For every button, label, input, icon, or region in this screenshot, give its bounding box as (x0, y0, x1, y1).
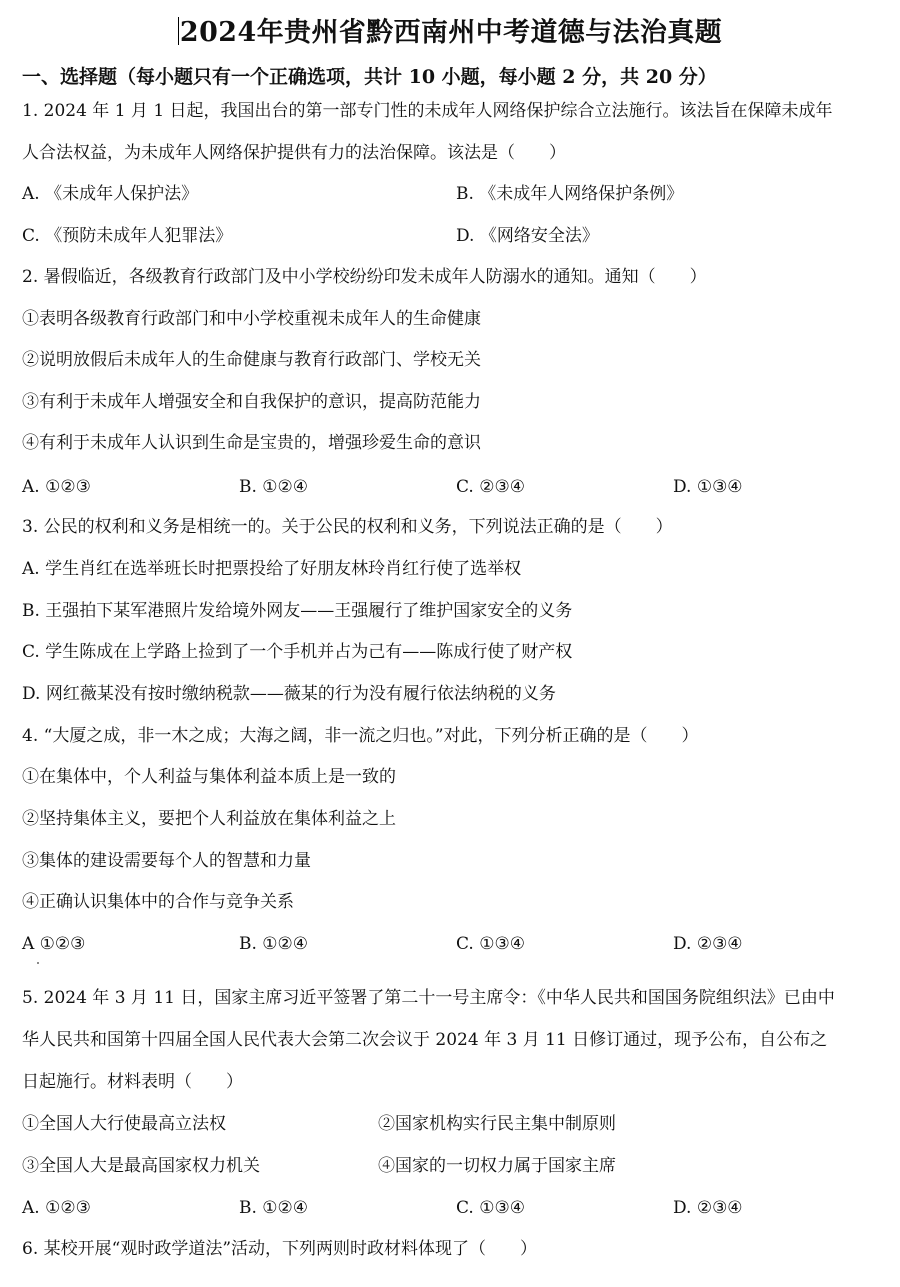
q3-stem: 3. 公民的权利和义务是相统一的。关于公民的权利和义务，下列说法正确的是（ ） (22, 517, 673, 537)
q5-statement-4: ④国家的一切权力属于国家主席 (378, 1156, 616, 1176)
q5-stem-line-1: 5. 2024 年 3 月 11 日，国家主席习近平签署了第二十一号主席令：《中华人民共和国国务院组织法》已由中 (22, 988, 835, 1008)
q2-statement-4: ④有利于未成年人认识到生命是宝贵的，增强珍爱生命的意识 (22, 433, 481, 453)
q4-stem: 4. “大厦之成，非一木之成；大海之阔，非一流之归也。”对此，下列分析正确的是（ ） (22, 726, 699, 746)
q4-option-d: D. ②③④ (673, 934, 743, 954)
q1-option-b: B. 《未成年人网络保护条例》 (456, 184, 684, 204)
q2-option-c: C. ②③④ (456, 477, 525, 497)
q2-statement-2: ②说明放假后未成年人的生命健康与教育行政部门、学校无关 (22, 350, 481, 370)
q4-option-b: B. ①②④ (239, 934, 309, 954)
stray-dot (37, 962, 39, 964)
q2-option-d: D. ①③④ (673, 477, 743, 497)
q4-statement-1: ①在集体中，个人利益与集体利益本质上是一致的 (22, 767, 396, 787)
q1-option-c: C. 《预防未成年人犯罪法》 (22, 226, 233, 246)
q4-statement-4: ④正确认识集体中的合作与竞争关系 (22, 892, 294, 912)
q5-statement-1: ①全国人大行使最高立法权 (22, 1114, 226, 1134)
q2-option-b: B. ①②④ (239, 477, 309, 497)
q2-statement-3: ③有利于未成年人增强安全和自我保护的意识，提高防范能力 (22, 392, 481, 412)
text-cursor (178, 17, 179, 45)
q6-stem: 6. 某校开展“观时政学道法”活动，下列两则时政材料体现了（ ） (22, 1239, 538, 1259)
q4-option-c: C. ①③④ (456, 934, 525, 954)
q3-option-a: A. 学生肖红在选举班长时把票投给了好朋友林玲肖红行使了选举权 (22, 559, 522, 579)
q2-option-a: A. ①②③ (22, 477, 91, 497)
q3-option-b: B. 王强拍下某军港照片发给境外网友——王强履行了维护国家安全的义务 (22, 601, 573, 621)
q4-statement-2: ②坚持集体主义，要把个人利益放在集体利益之上 (22, 809, 396, 829)
q1-option-a: A. 《未成年人保护法》 (22, 184, 199, 204)
q5-statement-2: ②国家机构实行民主集中制原则 (378, 1114, 616, 1134)
q2-statement-1: ①表明各级教育行政部门和中小学校重视未成年人的生命健康 (22, 309, 481, 329)
q5-stem-line-3: 日起施行。材料表明（ ） (22, 1072, 243, 1092)
q3-option-d: D. 网红薇某没有按时缴纳税款——薇某的行为没有履行依法纳税的义务 (22, 684, 556, 704)
q5-option-d: D. ②③④ (673, 1198, 743, 1218)
q4-statement-3: ③集体的建设需要每个人的智慧和力量 (22, 851, 311, 871)
q1-stem-line-2: 人合法权益，为未成年人网络保护提供有力的法治保障。该法是（ ） (22, 143, 566, 163)
q5-statement-3: ③全国人大是最高国家权力机关 (22, 1156, 260, 1176)
q3-option-c: C. 学生陈成在上学路上捡到了一个手机并占为己有——陈成行使了财产权 (22, 642, 573, 662)
q5-option-b: B. ①②④ (239, 1198, 309, 1218)
q5-stem-line-2: 华人民共和国第十四届全国人民代表大会第二次会议于 2024 年 3 月 11 日修订通过，现予公布，自公布之 (22, 1030, 828, 1050)
q5-option-c: C. ①③④ (456, 1198, 525, 1218)
page-title (0, 10, 900, 49)
q1-option-d: D. 《网络安全法》 (456, 226, 599, 246)
title-text: 2024年贵州省黔西南州中考道德与法治真题 (179, 17, 723, 48)
q5-option-a: A. ①②③ (22, 1198, 91, 1218)
section-heading: 一、选择题（每小题只有一个正确选项，共计 10 小题，每小题 2 分，共 20 分） (22, 66, 717, 88)
q4-option-a: A ①②③ (22, 934, 86, 954)
q2-stem: 2. 暑假临近，各级教育行政部门及中小学校纷纷印发未成年人防溺水的通知。通知（ ） (22, 267, 707, 287)
q1-stem-line-1: 1. 2024 年 1 月 1 日起，我国出台的第一部专门性的未成年人网络保护综合立法施行。该法旨在保障未成年 (22, 101, 833, 121)
